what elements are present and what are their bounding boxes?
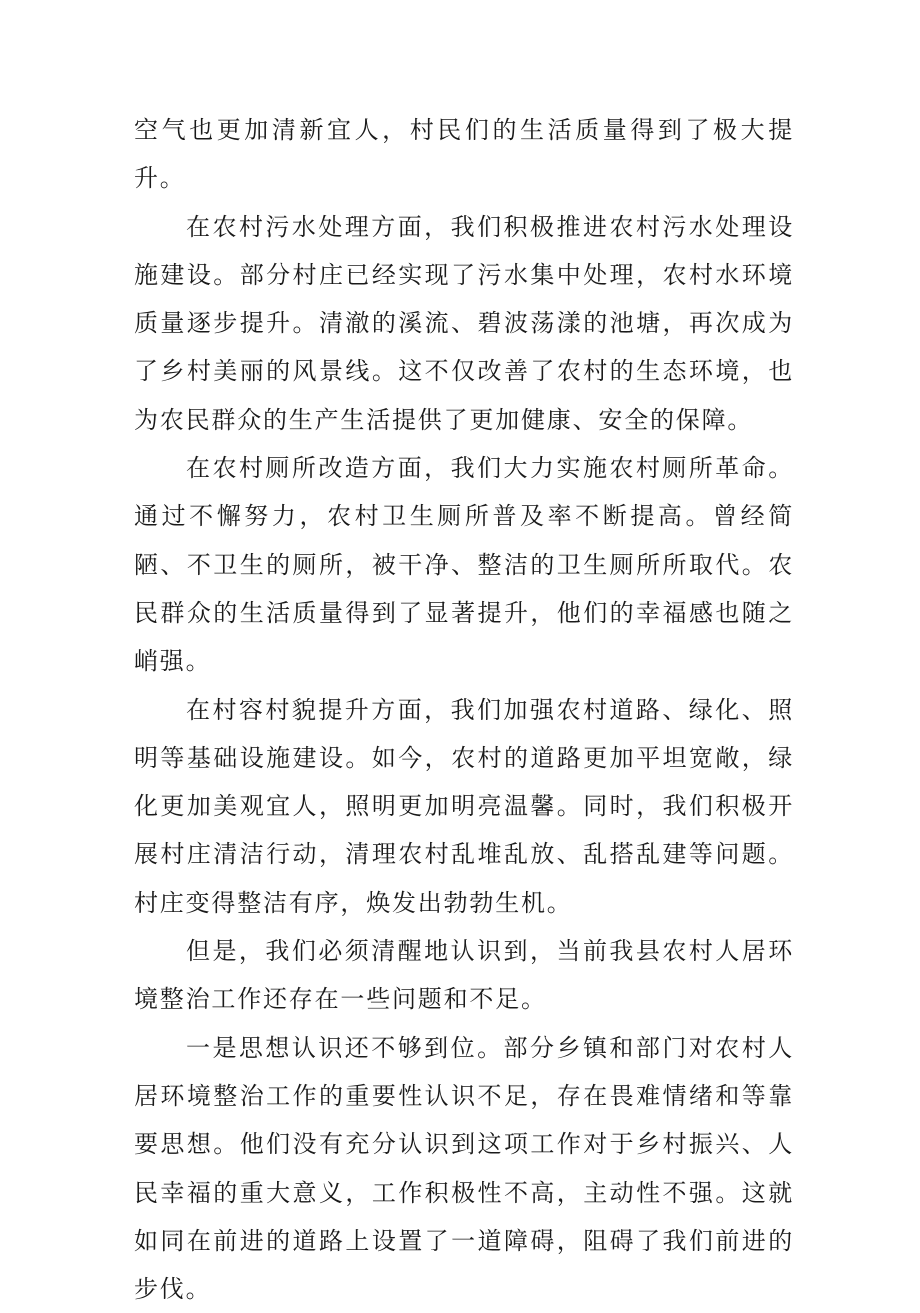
paragraph-3: 在农村厕所改造方面，我们大力实施农村厕所革命。通过不懈努力，农村卫生厕所普及率不断提高。曾经简陋、不卫生的厕所，被干净、整洁的卫生厕所所取代。农民群众的生活质量得到了显著提升，他们的幸福感也随之峭强。 — [134, 454, 794, 676]
paragraph-4: 在村容村貌提升方面，我们加强农村道路、绿化、照明等基础设施建设。如今，农村的道路更加平坦宽敞，绿化更加美观宜人，照明更加明亮温馨。同时，我们积极开展村庄清洁行动，清理农村乱堆乱放、乱搭乱建等问题。村庄变得整洁有序，焕发出勃勃生机。 — [134, 695, 794, 917]
paragraph-1: 空气也更加清新宜人，村民们的生活质量得到了极大提升。 — [134, 116, 794, 193]
document-body — [134, 106, 794, 1313]
paragraph-5: 但是，我们必须清醒地认识到，当前我县农村人居环境整治工作还存在一些问题和不足。 — [134, 937, 794, 1014]
paragraph-6: 一是思想认识还不够到位。部分乡镇和部门对农村人居环境整治工作的重要性认识不足，存在畏难情绪和等靠要思想。他们没有充分认识到这项工作对于乡村振兴、人民幸福的重大意义，工作积极性不高，主动性不强。这就如同在前进的道路上设置了一道障碍，阻碍了我们前进的步伐。 — [134, 1033, 794, 1304]
paragraph-2: 在农村污水处理方面，我们积极推进农村污水处理设施建设。部分村庄已经实现了污水集中处理，农村水环境质量逐步提升。清澈的溪流、碧波荡漾的池塘，再次成为了乡村美丽的风景线。这不仅改善了农村的生态环境，也为农民群众的生产生活提供了更加健康、安全的保障。 — [134, 212, 794, 434]
